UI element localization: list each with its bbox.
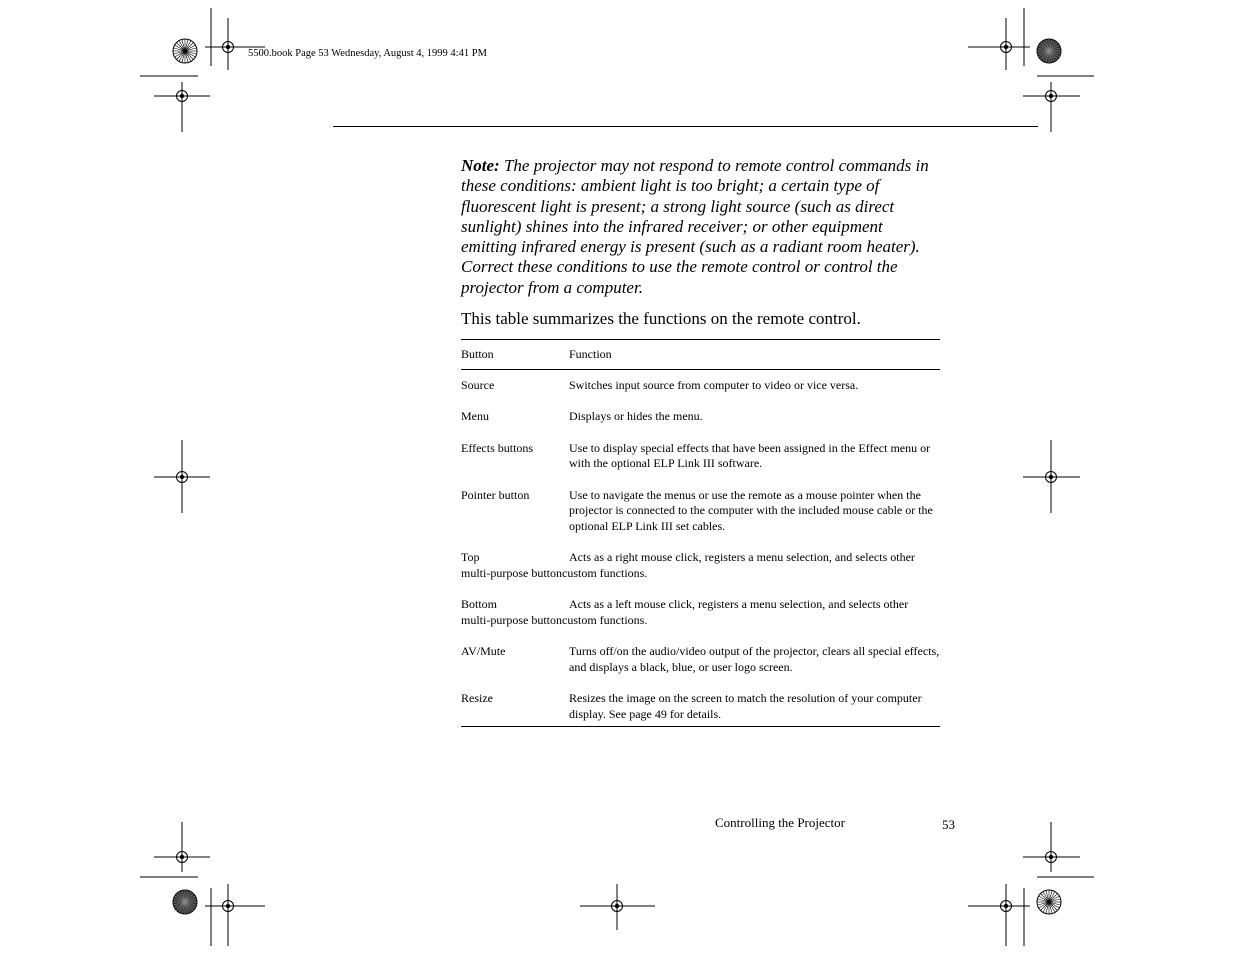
button-cell: Pointer button xyxy=(461,487,530,502)
button-cell: AV/Mute xyxy=(461,644,506,658)
function-cell: Use to navigate the menus or use the remote as a mouse pointer when the projector is connected to the computer with the included mouse cable or the optional ELP Link III set cables. xyxy=(569,487,933,533)
continuation-cell: multi-purpose buttoncustom functions. xyxy=(461,612,648,627)
column-header-function: Function xyxy=(569,340,940,370)
remote-functions-table xyxy=(461,339,940,727)
button-cell: Top xyxy=(461,550,480,564)
page-number: 53 xyxy=(942,817,955,832)
button-cell: Resize xyxy=(461,691,569,727)
table-row xyxy=(461,409,940,441)
table-row-continuation xyxy=(461,613,940,645)
button-cell: Source xyxy=(461,377,495,392)
footer-chapter-title: Controlling the Projector xyxy=(715,815,845,830)
note-label: Note: xyxy=(461,156,500,175)
table-header-row xyxy=(461,340,940,370)
function-cell: Acts as a right mouse click, registers a menu selection, and selects other xyxy=(569,550,915,564)
function-cell: Use to display special effects that have been assigned in the Effect menu or with the optional ELP Link III software. xyxy=(569,440,931,470)
table-row xyxy=(461,550,940,566)
function-cell: Turns off/on the audio/video output of the projector, clears all special effects, and displays a black, blue, or user logo screen. xyxy=(569,644,940,674)
table-row xyxy=(461,644,940,691)
function-cell: Switches input source from computer to video or vice versa. xyxy=(569,377,859,392)
function-cell: Displays or hides the menu. xyxy=(569,409,703,423)
header-rule xyxy=(333,126,1038,127)
table-row xyxy=(461,441,940,488)
column-header-button: Button xyxy=(461,340,569,370)
table-row xyxy=(461,488,940,551)
table-row xyxy=(461,597,940,613)
button-cell: Effects buttons xyxy=(461,440,534,455)
note-text: The projector may not respond to remote control commands in these conditions: ambient light is too bright; a certain type of fluorescent light is present; a strong light source (such as direct sunlight) shines into the infrared receiver; or other equipment emitting infrared energy is present (such as a radiant room heater). Correct these conditions to use the remote control or control the projector from a computer. xyxy=(461,156,929,297)
button-cell: Bottom xyxy=(461,597,498,611)
print-header: 5500.book Page 53 Wednesday, August 4, 1999 4:41 PM xyxy=(248,48,487,59)
function-cell: Resizes the image on the screen to match the resolution of your computer display. See page 49 for details. xyxy=(569,691,940,727)
function-cell: Acts as a left mouse click, registers a menu selection, and selects other xyxy=(569,597,909,611)
intro-text: This table summarizes the functions on the remote control. xyxy=(461,309,861,328)
table-row xyxy=(461,691,940,727)
table-row-continuation xyxy=(461,566,940,598)
table-row xyxy=(461,369,940,409)
continuation-cell: multi-purpose buttoncustom functions. xyxy=(461,565,648,580)
button-cell: Menu xyxy=(461,409,489,423)
note-paragraph xyxy=(461,156,941,298)
